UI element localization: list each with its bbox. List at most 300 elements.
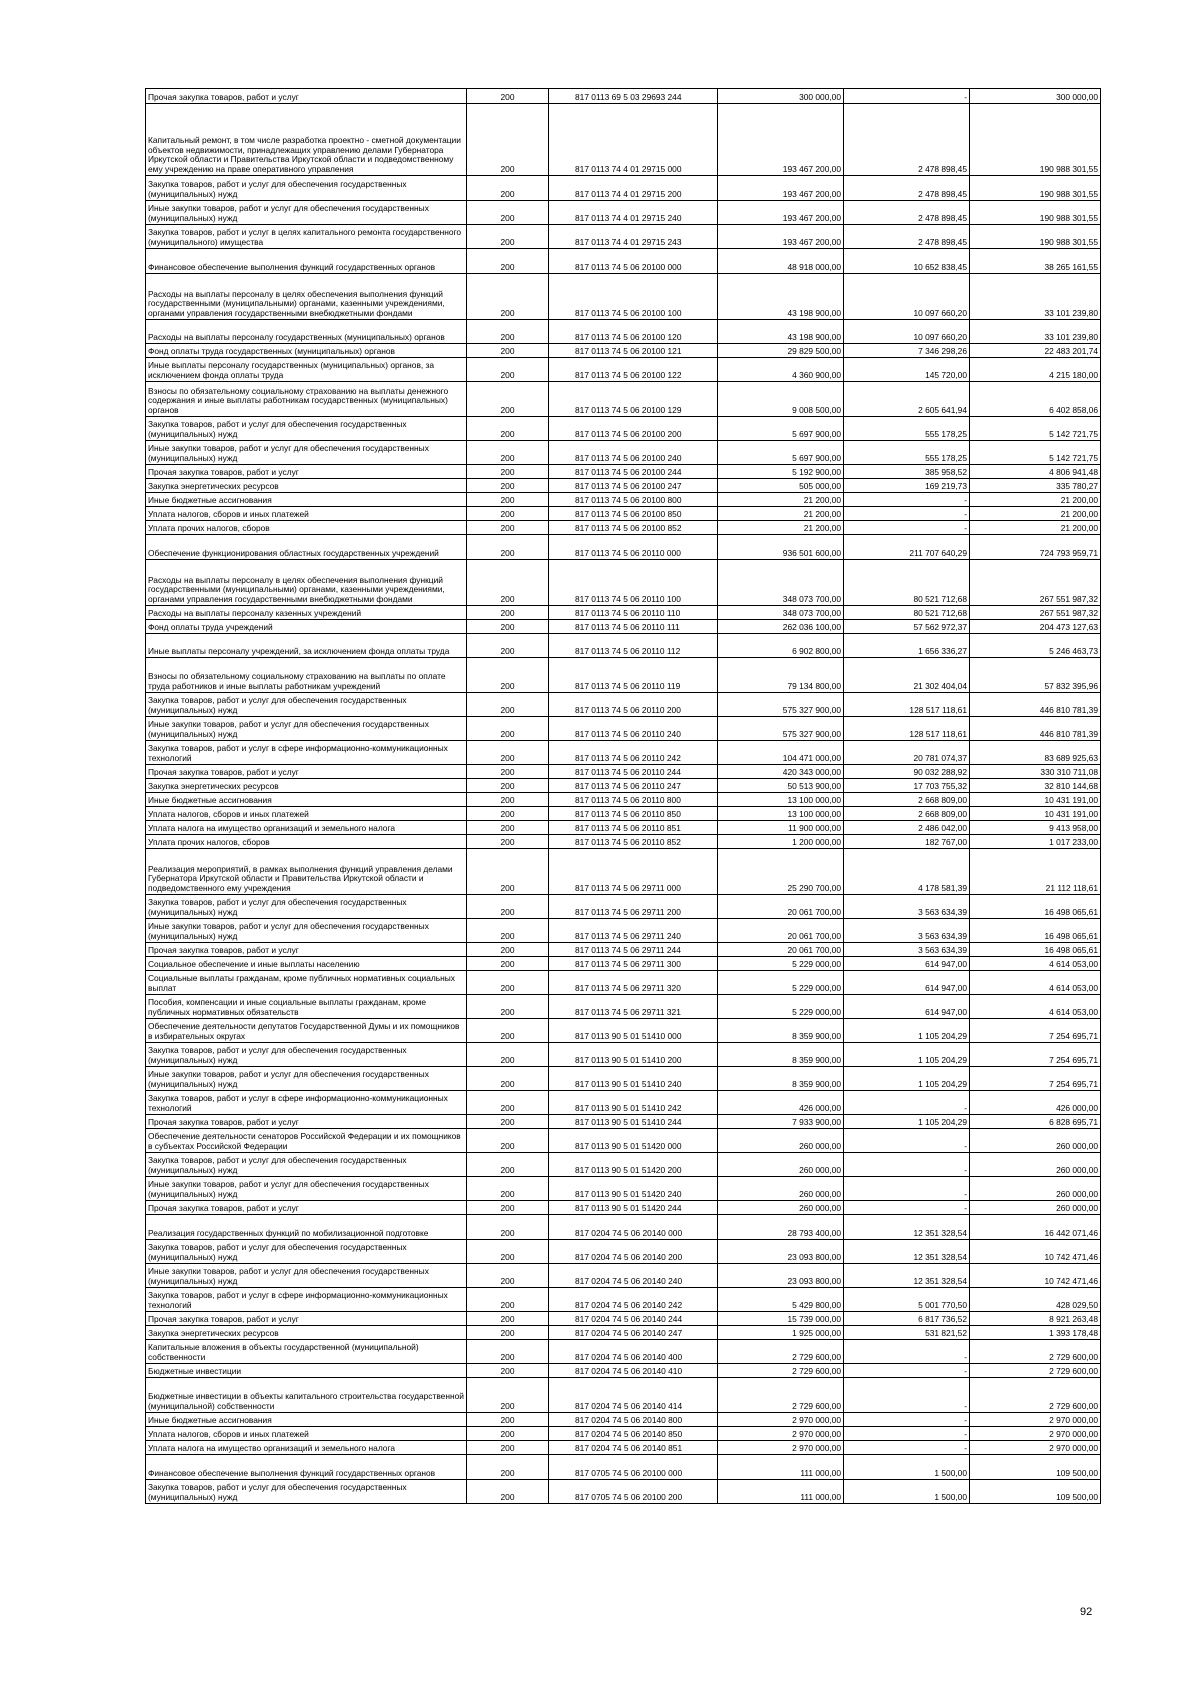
row-remaining-amount: 21 200,00: [970, 521, 1101, 535]
row-line-code: 200: [467, 1364, 549, 1378]
row-remaining-amount: 2 970 000,00: [970, 1413, 1101, 1427]
row-name: Иные бюджетные ассигнования: [146, 1413, 467, 1427]
row-approved-amount: 43 198 900,00: [718, 274, 844, 320]
row-line-code: 200: [467, 417, 549, 441]
row-executed-amount: 211 707 640,29: [844, 535, 970, 560]
table-row: [146, 1288, 1101, 1312]
table-row: [146, 176, 1101, 201]
table-row: [146, 957, 1101, 971]
row-approved-amount: 13 100 000,00: [718, 793, 844, 807]
row-remaining-amount: 109 500,00: [970, 1480, 1101, 1504]
row-remaining-amount: 428 029,50: [970, 1288, 1101, 1312]
row-name: Уплата прочих налогов, сборов: [146, 521, 467, 535]
row-budget-code: 817 0113 90 5 01 51410 244: [549, 1115, 718, 1129]
row-budget-code: 817 0113 74 5 06 20100 121: [549, 344, 718, 358]
table-row: [146, 971, 1101, 995]
table-row: [146, 274, 1101, 320]
row-remaining-amount: 2 729 600,00: [970, 1378, 1101, 1413]
row-approved-amount: 21 200,00: [718, 493, 844, 507]
row-approved-amount: 25 290 700,00: [718, 849, 844, 895]
row-remaining-amount: 16 498 065,61: [970, 919, 1101, 943]
row-line-code: 200: [467, 779, 549, 793]
table-row: [146, 821, 1101, 835]
row-executed-amount: 1 105 204,29: [844, 1115, 970, 1129]
row-line-code: 200: [467, 176, 549, 201]
row-budget-code: 817 0204 74 5 06 20140 200: [549, 1240, 718, 1264]
row-executed-amount: 614 947,00: [844, 995, 970, 1019]
row-approved-amount: 104 471 000,00: [718, 741, 844, 765]
row-executed-amount: 3 563 634,39: [844, 919, 970, 943]
row-budget-code: 817 0113 74 5 06 20100 122: [549, 358, 718, 382]
row-budget-code: 817 0113 90 5 01 51410 000: [549, 1019, 718, 1043]
table-row: [146, 1153, 1101, 1177]
row-name: Закупка энергетических ресурсов: [146, 779, 467, 793]
table-row: [146, 417, 1101, 441]
row-approved-amount: 426 000,00: [718, 1091, 844, 1115]
table-row: [146, 1067, 1101, 1091]
table-row: [146, 479, 1101, 493]
row-budget-code: 817 0204 74 5 06 20140 400: [549, 1340, 718, 1364]
row-remaining-amount: 33 101 239,80: [970, 274, 1101, 320]
row-remaining-amount: 16 442 071,46: [970, 1215, 1101, 1240]
row-remaining-amount: 22 483 201,74: [970, 344, 1101, 358]
row-remaining-amount: 4 614 053,00: [970, 995, 1101, 1019]
row-approved-amount: 20 061 700,00: [718, 919, 844, 943]
row-line-code: 200: [467, 1455, 549, 1480]
row-remaining-amount: 10 431 191,00: [970, 793, 1101, 807]
row-name: Закупка товаров, работ и услуг в сфере информационно-коммуникационных технологий: [146, 741, 467, 765]
table-row: [146, 765, 1101, 779]
row-name: Обеспечение деятельности сенаторов Российской Федерации и их помощников в субъектах Российской Федерации: [146, 1129, 467, 1153]
row-approved-amount: 936 501 600,00: [718, 535, 844, 560]
row-line-code: 200: [467, 1043, 549, 1067]
table-row: [146, 943, 1101, 957]
table-row: [146, 465, 1101, 479]
row-line-code: 200: [467, 1288, 549, 1312]
row-executed-amount: 7 346 298,26: [844, 344, 970, 358]
row-approved-amount: 348 073 700,00: [718, 560, 844, 606]
budget-execution-table: [145, 88, 1101, 1504]
row-name: Прочая закупка товаров, работ и услуг: [146, 943, 467, 957]
row-executed-amount: 2 668 809,00: [844, 793, 970, 807]
row-approved-amount: 2 970 000,00: [718, 1413, 844, 1427]
row-name: Уплата налогов, сборов и иных платежей: [146, 1427, 467, 1441]
row-approved-amount: 1 200 000,00: [718, 835, 844, 849]
table-row: [146, 658, 1101, 693]
table-row: [146, 521, 1101, 535]
row-name: Закупка товаров, работ и услуг для обеспечения государственных (муниципальных) нужд: [146, 1043, 467, 1067]
table-row: [146, 104, 1101, 176]
row-budget-code: 817 0113 74 5 06 20110 240: [549, 717, 718, 741]
row-remaining-amount: 5 142 721,75: [970, 417, 1101, 441]
row-executed-amount: -: [844, 1129, 970, 1153]
table-row: [146, 320, 1101, 344]
row-name: Прочая закупка товаров, работ и услуг: [146, 89, 467, 104]
row-name: Бюджетные инвестиции: [146, 1364, 467, 1378]
table-row: [146, 225, 1101, 249]
row-line-code: 200: [467, 807, 549, 821]
row-name: Прочая закупка товаров, работ и услуг: [146, 465, 467, 479]
row-line-code: 200: [467, 1019, 549, 1043]
row-remaining-amount: 2 970 000,00: [970, 1427, 1101, 1441]
row-approved-amount: 13 100 000,00: [718, 807, 844, 821]
row-line-code: 200: [467, 344, 549, 358]
row-executed-amount: 2 478 898,45: [844, 104, 970, 176]
row-approved-amount: 2 970 000,00: [718, 1441, 844, 1455]
row-remaining-amount: 330 310 711,08: [970, 765, 1101, 779]
row-budget-code: 817 0113 74 5 06 20100 850: [549, 507, 718, 521]
row-approved-amount: 260 000,00: [718, 1153, 844, 1177]
row-name: Закупка товаров, работ и услуг для обеспечения государственных (муниципальных) нужд: [146, 1153, 467, 1177]
row-remaining-amount: 190 988 301,55: [970, 104, 1101, 176]
row-approved-amount: 23 093 800,00: [718, 1240, 844, 1264]
row-executed-amount: 10 097 660,20: [844, 274, 970, 320]
row-name: Прочая закупка товаров, работ и услуг: [146, 765, 467, 779]
row-remaining-amount: 7 254 695,71: [970, 1019, 1101, 1043]
row-executed-amount: 10 097 660,20: [844, 320, 970, 344]
row-approved-amount: 29 829 500,00: [718, 344, 844, 358]
row-line-code: 200: [467, 1413, 549, 1427]
row-executed-amount: 145 720,00: [844, 358, 970, 382]
row-budget-code: 817 0113 74 5 06 20100 000: [549, 249, 718, 274]
row-remaining-amount: 426 000,00: [970, 1091, 1101, 1115]
row-line-code: 200: [467, 1177, 549, 1201]
row-name: Финансовое обеспечение выполнения функций государственных органов: [146, 1455, 467, 1480]
row-name: Иные закупки товаров, работ и услуг для обеспечения государственных (муниципальных) нужд: [146, 1067, 467, 1091]
table-row: [146, 1455, 1101, 1480]
row-name: Прочая закупка товаров, работ и услуг: [146, 1312, 467, 1326]
page-number: 92: [1080, 1606, 1093, 1618]
row-executed-amount: 4 178 581,39: [844, 849, 970, 895]
row-remaining-amount: 5 246 463,73: [970, 634, 1101, 658]
row-executed-amount: 12 351 328,54: [844, 1264, 970, 1288]
row-name: Иные выплаты персоналу государственных (муниципальных) органов, за исключением фонда оплаты труда: [146, 358, 467, 382]
table-row: [146, 717, 1101, 741]
row-line-code: 200: [467, 201, 549, 225]
row-approved-amount: 260 000,00: [718, 1201, 844, 1215]
row-line-code: 200: [467, 943, 549, 957]
table-body: [146, 89, 1101, 1504]
row-name: Закупка товаров, работ и услуг для обеспечения государственных (муниципальных) нужд: [146, 895, 467, 919]
row-line-code: 200: [467, 606, 549, 620]
row-budget-code: 817 0113 74 5 06 20100 247: [549, 479, 718, 493]
row-executed-amount: -: [844, 1413, 970, 1427]
row-line-code: 200: [467, 693, 549, 717]
row-executed-amount: 555 178,25: [844, 417, 970, 441]
row-remaining-amount: 38 265 161,55: [970, 249, 1101, 274]
row-remaining-amount: 1 393 178,48: [970, 1326, 1101, 1340]
row-line-code: 200: [467, 441, 549, 465]
row-line-code: 200: [467, 895, 549, 919]
row-line-code: 200: [467, 741, 549, 765]
table-row: [146, 1312, 1101, 1326]
row-executed-amount: 1 105 204,29: [844, 1067, 970, 1091]
row-approved-amount: 28 793 400,00: [718, 1215, 844, 1240]
row-line-code: 200: [467, 1340, 549, 1364]
row-remaining-amount: 4 614 053,00: [970, 957, 1101, 971]
row-approved-amount: 262 036 100,00: [718, 620, 844, 634]
row-budget-code: 817 0113 74 5 06 20110 852: [549, 835, 718, 849]
row-remaining-amount: 57 832 395,96: [970, 658, 1101, 693]
table-row: [146, 249, 1101, 274]
row-line-code: 200: [467, 89, 549, 104]
row-budget-code: 817 0113 74 5 06 20110 119: [549, 658, 718, 693]
row-budget-code: 817 0113 74 5 06 20110 112: [549, 634, 718, 658]
row-approved-amount: 48 918 000,00: [718, 249, 844, 274]
row-approved-amount: 2 729 600,00: [718, 1340, 844, 1364]
row-executed-amount: 182 767,00: [844, 835, 970, 849]
row-executed-amount: 2 478 898,45: [844, 176, 970, 201]
row-budget-code: 817 0204 74 5 06 20140 244: [549, 1312, 718, 1326]
row-remaining-amount: 32 810 144,68: [970, 779, 1101, 793]
row-executed-amount: 21 302 404,04: [844, 658, 970, 693]
table-row: [146, 1413, 1101, 1427]
row-line-code: 200: [467, 1264, 549, 1288]
row-remaining-amount: 204 473 127,63: [970, 620, 1101, 634]
row-executed-amount: 385 958,52: [844, 465, 970, 479]
row-line-code: 200: [467, 225, 549, 249]
row-name: Иные бюджетные ассигнования: [146, 493, 467, 507]
row-line-code: 200: [467, 479, 549, 493]
row-name: Закупка товаров, работ и услуг для обеспечения государственных (муниципальных) нужд: [146, 1480, 467, 1504]
row-budget-code: 817 0113 90 5 01 51420 244: [549, 1201, 718, 1215]
table-row: [146, 1019, 1101, 1043]
row-executed-amount: 90 032 288,92: [844, 765, 970, 779]
row-line-code: 200: [467, 1129, 549, 1153]
row-name: Социальное обеспечение и иные выплаты населению: [146, 957, 467, 971]
row-executed-amount: 3 563 634,39: [844, 943, 970, 957]
row-budget-code: 817 0113 90 5 01 51410 240: [549, 1067, 718, 1091]
row-remaining-amount: 4 806 941,48: [970, 465, 1101, 479]
table-row: [146, 201, 1101, 225]
table-row: [146, 919, 1101, 943]
row-executed-amount: 80 521 712,68: [844, 606, 970, 620]
row-line-code: 200: [467, 274, 549, 320]
row-approved-amount: 2 729 600,00: [718, 1378, 844, 1413]
table-row: [146, 606, 1101, 620]
table-row: [146, 1115, 1101, 1129]
row-budget-code: 817 0113 74 5 06 20100 244: [549, 465, 718, 479]
row-budget-code: 817 0113 74 5 06 29711 240: [549, 919, 718, 943]
row-approved-amount: 79 134 800,00: [718, 658, 844, 693]
row-remaining-amount: 190 988 301,55: [970, 176, 1101, 201]
row-executed-amount: 57 562 972,37: [844, 620, 970, 634]
row-executed-amount: 12 351 328,54: [844, 1240, 970, 1264]
row-budget-code: 817 0113 74 5 06 20110 100: [549, 560, 718, 606]
row-budget-code: 817 0705 74 5 06 20100 200: [549, 1480, 718, 1504]
row-line-code: 200: [467, 465, 549, 479]
row-budget-code: 817 0204 74 5 06 20140 240: [549, 1264, 718, 1288]
row-budget-code: 817 0204 74 5 06 20140 850: [549, 1427, 718, 1441]
row-budget-code: 817 0113 74 5 06 29711 000: [549, 849, 718, 895]
row-executed-amount: 3 563 634,39: [844, 895, 970, 919]
table-row: [146, 441, 1101, 465]
table-row: [146, 493, 1101, 507]
row-line-code: 200: [467, 634, 549, 658]
row-executed-amount: 1 500,00: [844, 1455, 970, 1480]
row-approved-amount: 50 513 900,00: [718, 779, 844, 793]
row-line-code: 200: [467, 521, 549, 535]
row-executed-amount: -: [844, 1340, 970, 1364]
row-approved-amount: 575 327 900,00: [718, 693, 844, 717]
table-row: [146, 344, 1101, 358]
row-name: Иные бюджетные ассигнования: [146, 793, 467, 807]
row-budget-code: 817 0113 74 4 01 29715 200: [549, 176, 718, 201]
row-executed-amount: -: [844, 89, 970, 104]
row-line-code: 200: [467, 1153, 549, 1177]
row-approved-amount: 20 061 700,00: [718, 895, 844, 919]
row-executed-amount: 1 105 204,29: [844, 1019, 970, 1043]
row-remaining-amount: 260 000,00: [970, 1201, 1101, 1215]
table-row: [146, 1378, 1101, 1413]
row-executed-amount: 20 781 074,37: [844, 741, 970, 765]
row-remaining-amount: 5 142 721,75: [970, 441, 1101, 465]
row-name: Иные выплаты персоналу учреждений, за исключением фонда оплаты труда: [146, 634, 467, 658]
row-line-code: 200: [467, 493, 549, 507]
table-row: [146, 89, 1101, 104]
table-row: [146, 1129, 1101, 1153]
row-executed-amount: -: [844, 1427, 970, 1441]
row-approved-amount: 260 000,00: [718, 1129, 844, 1153]
row-line-code: 200: [467, 1312, 549, 1326]
row-name: Взносы по обязательному социальному страхованию на выплаты по оплате труда работников и иные выплаты работникам учреждений: [146, 658, 467, 693]
row-approved-amount: 5 192 900,00: [718, 465, 844, 479]
row-executed-amount: 1 500,00: [844, 1480, 970, 1504]
row-remaining-amount: 109 500,00: [970, 1455, 1101, 1480]
row-executed-amount: 6 817 736,52: [844, 1312, 970, 1326]
row-approved-amount: 2 970 000,00: [718, 1427, 844, 1441]
row-name: Финансовое обеспечение выполнения функций государственных органов: [146, 249, 467, 274]
row-name: Уплата налогов, сборов и иных платежей: [146, 807, 467, 821]
row-line-code: 200: [467, 320, 549, 344]
row-remaining-amount: 16 498 065,61: [970, 895, 1101, 919]
table-row: [146, 1240, 1101, 1264]
row-remaining-amount: 7 254 695,71: [970, 1067, 1101, 1091]
row-approved-amount: 5 229 000,00: [718, 957, 844, 971]
table-row: [146, 1215, 1101, 1240]
row-line-code: 200: [467, 971, 549, 995]
row-budget-code: 817 0113 74 5 06 20100 852: [549, 521, 718, 535]
row-name: Капитальный ремонт, в том числе разработка проектно - сметной документации объектов недвижимости, принадлежащих управлению делами Губернатора Иркутской области и Правительства Иркутской области и подведомственному ему учреждению на праве оперативного управления: [146, 104, 467, 176]
table-row: [146, 793, 1101, 807]
row-line-code: 200: [467, 793, 549, 807]
row-executed-amount: -: [844, 493, 970, 507]
row-budget-code: 817 0113 74 5 06 29711 321: [549, 995, 718, 1019]
table-row: [146, 1264, 1101, 1288]
row-executed-amount: -: [844, 1091, 970, 1115]
row-executed-amount: 555 178,25: [844, 441, 970, 465]
row-name: Уплата налога на имущество организаций и земельного налога: [146, 1441, 467, 1455]
row-name: Иные закупки товаров, работ и услуг для обеспечения государственных (муниципальных) нужд: [146, 441, 467, 465]
row-budget-code: 817 0204 74 5 06 20140 410: [549, 1364, 718, 1378]
row-line-code: 200: [467, 1201, 549, 1215]
row-budget-code: 817 0113 74 5 06 20100 100: [549, 274, 718, 320]
row-budget-code: 817 0113 90 5 01 51410 242: [549, 1091, 718, 1115]
row-line-code: 200: [467, 1378, 549, 1413]
row-name: Расходы на выплаты персоналу в целях обеспечения выполнения функций государственными (муниципальными) органами, казенными учреждениями, органами управления государственными внебюджетными фондами: [146, 560, 467, 606]
row-approved-amount: 505 000,00: [718, 479, 844, 493]
row-budget-code: 817 0204 74 5 06 20140 800: [549, 1413, 718, 1427]
row-remaining-amount: 10 742 471,46: [970, 1240, 1101, 1264]
row-executed-amount: 2 668 809,00: [844, 807, 970, 821]
row-executed-amount: 614 947,00: [844, 971, 970, 995]
row-budget-code: 817 0113 74 5 06 20100 800: [549, 493, 718, 507]
row-approved-amount: 193 467 200,00: [718, 176, 844, 201]
row-name: Закупка товаров, работ и услуг для обеспечения государственных (муниципальных) нужд: [146, 693, 467, 717]
row-remaining-amount: 190 988 301,55: [970, 225, 1101, 249]
row-remaining-amount: 6 828 695,71: [970, 1115, 1101, 1129]
table-row: [146, 535, 1101, 560]
row-name: Пособия, компенсации и иные социальные выплаты гражданам, кроме публичных нормативных обязательств: [146, 995, 467, 1019]
row-remaining-amount: 260 000,00: [970, 1177, 1101, 1201]
row-budget-code: 817 0113 74 4 01 29715 000: [549, 104, 718, 176]
table-row: [146, 1441, 1101, 1455]
row-budget-code: 817 0113 74 5 06 29711 244: [549, 943, 718, 957]
row-budget-code: 817 0113 74 5 06 20110 200: [549, 693, 718, 717]
row-remaining-amount: 21 200,00: [970, 507, 1101, 521]
row-name: Обеспечение функционирования областных государственных учреждений: [146, 535, 467, 560]
table-row: [146, 1480, 1101, 1504]
row-approved-amount: 9 008 500,00: [718, 382, 844, 417]
row-budget-code: 817 0113 74 5 06 29711 320: [549, 971, 718, 995]
row-name: Закупка энергетических ресурсов: [146, 479, 467, 493]
row-approved-amount: 21 200,00: [718, 507, 844, 521]
table-row: [146, 835, 1101, 849]
row-approved-amount: 8 359 900,00: [718, 1043, 844, 1067]
row-line-code: 200: [467, 658, 549, 693]
row-remaining-amount: 33 101 239,80: [970, 320, 1101, 344]
row-name: Расходы на выплаты персоналу в целях обеспечения выполнения функций государственными (муниципальными) органами, казенными учреждениями, органами управления государственными внебюджетными фондами: [146, 274, 467, 320]
row-executed-amount: 5 001 770,50: [844, 1288, 970, 1312]
row-approved-amount: 1 925 000,00: [718, 1326, 844, 1340]
row-approved-amount: 8 359 900,00: [718, 1067, 844, 1091]
row-line-code: 200: [467, 1067, 549, 1091]
row-name: Иные закупки товаров, работ и услуг для обеспечения государственных (муниципальных) нужд: [146, 201, 467, 225]
row-line-code: 200: [467, 821, 549, 835]
row-name: Реализация государственных функций по мобилизационной подготовке: [146, 1215, 467, 1240]
row-budget-code: 817 0113 74 5 06 20100 240: [549, 441, 718, 465]
row-name: Бюджетные инвестиции в объекты капитального строительства государственной (муниципальной) собственности: [146, 1378, 467, 1413]
table-row: [146, 382, 1101, 417]
row-approved-amount: 4 360 900,00: [718, 358, 844, 382]
row-approved-amount: 420 343 000,00: [718, 765, 844, 779]
row-name: Закупка товаров, работ и услуг в сфере информационно-коммуникационных технологий: [146, 1288, 467, 1312]
row-line-code: 200: [467, 717, 549, 741]
row-budget-code: 817 0113 74 5 06 29711 200: [549, 895, 718, 919]
row-budget-code: 817 0113 74 5 06 20100 129: [549, 382, 718, 417]
table-row: [146, 1364, 1101, 1378]
row-budget-code: 817 0204 74 5 06 20140 414: [549, 1378, 718, 1413]
row-approved-amount: 11 900 000,00: [718, 821, 844, 835]
row-budget-code: 817 0113 74 5 06 29711 300: [549, 957, 718, 971]
row-approved-amount: 575 327 900,00: [718, 717, 844, 741]
table-row: [146, 1326, 1101, 1340]
row-executed-amount: 2 478 898,45: [844, 201, 970, 225]
row-executed-amount: 2 478 898,45: [844, 225, 970, 249]
row-remaining-amount: 260 000,00: [970, 1129, 1101, 1153]
row-line-code: 200: [467, 104, 549, 176]
table-row: [146, 1201, 1101, 1215]
row-approved-amount: 193 467 200,00: [718, 225, 844, 249]
row-name: Фонд оплаты труда учреждений: [146, 620, 467, 634]
row-remaining-amount: 724 793 959,71: [970, 535, 1101, 560]
row-executed-amount: 531 821,52: [844, 1326, 970, 1340]
row-executed-amount: 17 703 755,32: [844, 779, 970, 793]
row-budget-code: 817 0113 74 5 06 20110 111: [549, 620, 718, 634]
row-executed-amount: -: [844, 1153, 970, 1177]
row-approved-amount: 193 467 200,00: [718, 201, 844, 225]
table-row: [146, 620, 1101, 634]
